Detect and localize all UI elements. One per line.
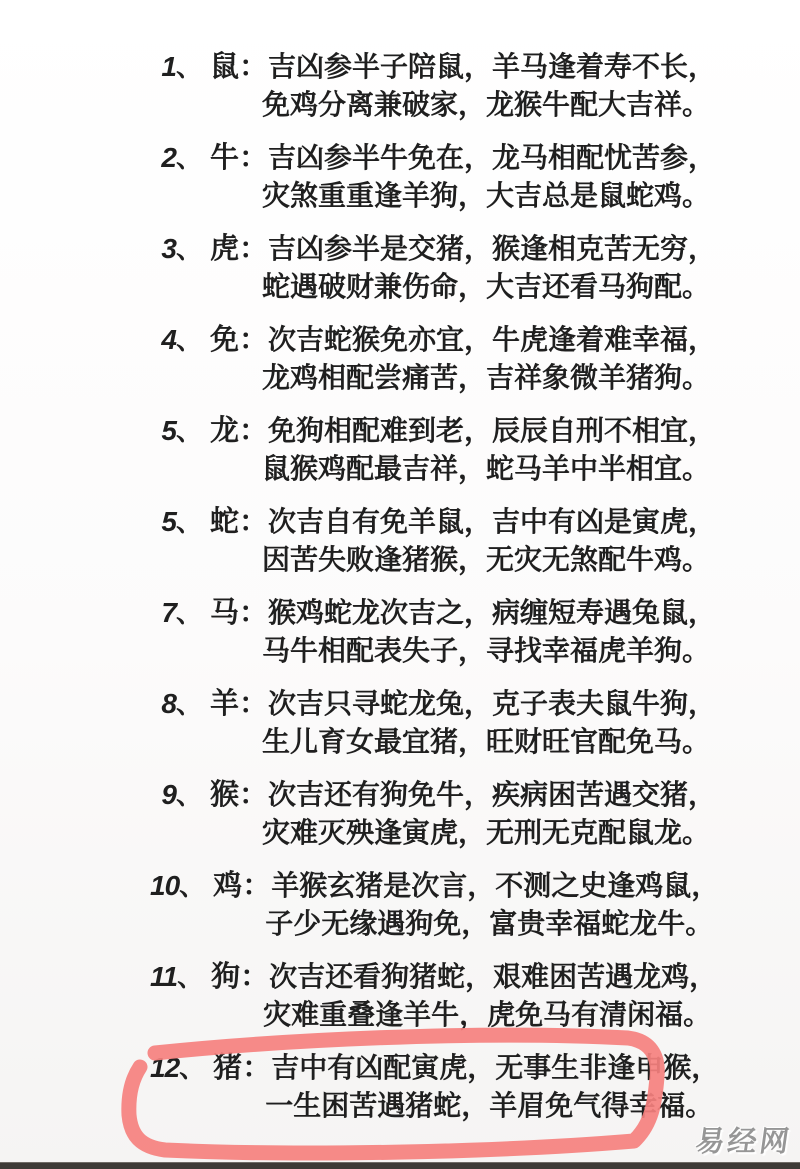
entry-animal-name	[203, 958, 269, 996]
entry-verse	[262, 503, 780, 579]
zodiac-entry	[150, 867, 780, 943]
verse-line1: 猴鸡蛇龙次吉之，病缠短寿遇兔鼠，	[268, 597, 717, 628]
watermark-yijing-net: 易经网	[693, 1126, 794, 1158]
zodiac-entry	[150, 958, 780, 1034]
entry-animal-name	[202, 503, 268, 541]
entry-animal-name	[202, 230, 268, 268]
colon-mark: ：	[239, 597, 269, 629]
zodiac-entry	[150, 594, 780, 670]
zodiac-entry	[150, 139, 780, 215]
verse-line1: 次吉还有狗免牛，疾病困苦遇交猪，	[268, 779, 717, 810]
animal-character: 狗	[211, 961, 241, 993]
entry-number-digit: 8	[161, 688, 176, 719]
colon-mark: ：	[239, 415, 269, 447]
verse-line2: 灾难灭殃逢寅虎，无刑无克配鼠龙。	[262, 817, 711, 848]
zodiac-entry	[150, 776, 780, 852]
enumeration-mark: 、	[175, 416, 202, 446]
entry-number-digit: 12	[150, 1052, 180, 1083]
entry-verse	[265, 1049, 780, 1125]
verse-line1: 吉凶参半子陪鼠，羊马逢着寿不长，	[268, 51, 717, 82]
entry-number	[150, 321, 202, 359]
entry-number-digit: 5	[161, 506, 176, 537]
animal-character: 鼠	[210, 51, 240, 83]
entry-number-digit: 2	[161, 142, 176, 173]
enumeration-mark: 、	[179, 871, 206, 901]
entry-animal-name	[202, 594, 268, 632]
entry-number-digit: 1	[161, 51, 176, 82]
verse-line2: 马牛相配表失子，寻找幸福虎羊狗。	[262, 635, 711, 666]
entry-animal-name	[202, 139, 268, 177]
enumeration-mark: 、	[175, 780, 202, 810]
enumeration-mark: 、	[177, 962, 204, 992]
verse-line2: 鼠猴鸡配最吉祥，蛇马羊中半相宜。	[262, 453, 711, 484]
entry-verse	[262, 321, 780, 397]
entry-animal-name	[202, 412, 268, 450]
verse-line1: 免狗相配难到老，辰辰自刑不相宜，	[268, 415, 717, 446]
entry-number	[150, 139, 202, 177]
verse-line2: 龙鸡相配尝痛苦，吉祥象微羊猪狗。	[262, 362, 711, 393]
colon-mark: ：	[240, 961, 270, 993]
verse-line2: 蛇遇破财兼伤命，大吉还看马狗配。	[262, 271, 711, 302]
colon-mark: ：	[239, 142, 269, 174]
colon-mark: ：	[239, 324, 269, 356]
colon-mark: ：	[239, 688, 269, 720]
verse-line1: 吉中有凶配寅虎，无事生非逢申猴，	[271, 1052, 720, 1083]
colon-mark: ：	[239, 51, 269, 83]
verse-line1: 次吉还看狗猪蛇，艰难困苦遇龙鸡，	[269, 961, 718, 992]
verse-line2: 生儿育女最宜猪，旺财旺官配免马。	[262, 726, 711, 757]
zodiac-list	[150, 48, 780, 1140]
colon-mark: ：	[239, 233, 269, 265]
animal-character: 羊	[210, 688, 240, 720]
animal-character: 鸡	[213, 870, 243, 902]
animal-character: 蛇	[210, 506, 240, 538]
entry-number	[150, 48, 202, 86]
verse-line1: 吉凶参半牛免在，龙马相配忧苦参，	[268, 142, 717, 173]
entry-animal-name	[202, 685, 268, 723]
entry-number	[150, 685, 202, 723]
entry-number	[150, 867, 205, 905]
entry-animal-name	[202, 776, 268, 814]
entry-verse	[262, 776, 780, 852]
verse-line1: 羊猴玄猪是次言，不测之史逢鸡鼠，	[271, 870, 720, 901]
colon-mark: ：	[242, 870, 272, 902]
enumeration-mark: 、	[175, 52, 202, 82]
zodiac-entry	[150, 412, 780, 488]
zodiac-entry	[150, 1049, 780, 1125]
entry-verse	[262, 230, 780, 306]
verse-line2: 灾难重叠逢羊牛，虎免马有清闲福。	[263, 999, 712, 1030]
animal-character: 龙	[210, 415, 240, 447]
colon-mark: ：	[239, 779, 269, 811]
entry-verse	[265, 867, 780, 943]
entry-verse	[263, 958, 780, 1034]
entry-number-digit: 7	[161, 597, 176, 628]
entry-animal-name	[202, 48, 268, 86]
entry-number-digit: 3	[161, 233, 176, 264]
entry-animal-name	[205, 867, 271, 905]
entry-animal-name	[205, 1049, 271, 1087]
zodiac-entry	[150, 48, 780, 124]
entry-number-digit: 4	[161, 324, 176, 355]
entry-number-digit: 10	[150, 870, 180, 901]
verse-line2: 子少无缘遇狗免，富贵幸福蛇龙牛。	[265, 908, 714, 939]
enumeration-mark: 、	[175, 325, 202, 355]
bottom-edge-bar	[0, 1162, 800, 1169]
animal-character: 牛	[210, 142, 240, 174]
verse-line1: 次吉蛇猴免亦宜，牛虎逢着难幸福，	[268, 324, 717, 355]
zodiac-entry	[150, 503, 780, 579]
animal-character: 猴	[210, 779, 240, 811]
entry-number-digit: 5	[161, 415, 176, 446]
animal-character: 免	[210, 324, 240, 356]
enumeration-mark: 、	[175, 234, 202, 264]
entry-number	[150, 776, 202, 814]
animal-character: 猪	[213, 1052, 243, 1084]
entry-verse	[262, 594, 780, 670]
zodiac-entry	[150, 230, 780, 306]
entry-number	[150, 412, 202, 450]
entry-number	[150, 958, 203, 996]
verse-line2: 免鸡分离兼破家，龙猴牛配大吉祥。	[262, 89, 711, 120]
entry-number-digit: 9	[161, 779, 176, 810]
entry-number	[150, 1049, 205, 1087]
zodiac-entry	[150, 685, 780, 761]
entry-number	[150, 230, 202, 268]
entry-number-digit: 11	[150, 961, 178, 992]
zodiac-entry	[150, 321, 780, 397]
animal-character: 马	[210, 597, 240, 629]
entry-number	[150, 594, 202, 632]
entry-number	[150, 503, 202, 541]
enumeration-mark: 、	[175, 689, 202, 719]
enumeration-mark: 、	[175, 598, 202, 628]
entry-verse	[262, 685, 780, 761]
verse-line1: 吉凶参半是交猪，猴逢相克苦无穷，	[268, 233, 717, 264]
verse-line1: 次吉自有免羊鼠，吉中有凶是寅虎，	[268, 506, 717, 537]
verse-line2: 灾煞重重逢羊狗，大吉总是鼠蛇鸡。	[262, 180, 711, 211]
enumeration-mark: 、	[175, 507, 202, 537]
entry-verse	[262, 48, 780, 124]
colon-mark: ：	[239, 506, 269, 538]
entry-animal-name	[202, 321, 268, 359]
verse-line1: 次吉只寻蛇龙兔，克子表夫鼠牛狗，	[268, 688, 717, 719]
animal-character: 虎	[210, 233, 240, 265]
enumeration-mark: 、	[179, 1053, 206, 1083]
verse-line2: 一生困苦遇猪蛇，羊眉免气得幸福。	[265, 1090, 714, 1121]
enumeration-mark: 、	[175, 143, 202, 173]
entry-verse	[262, 412, 780, 488]
verse-line2: 因苦失败逢猪猴，无灾无煞配牛鸡。	[262, 544, 711, 575]
entry-verse	[262, 139, 780, 215]
colon-mark: ：	[242, 1052, 272, 1084]
